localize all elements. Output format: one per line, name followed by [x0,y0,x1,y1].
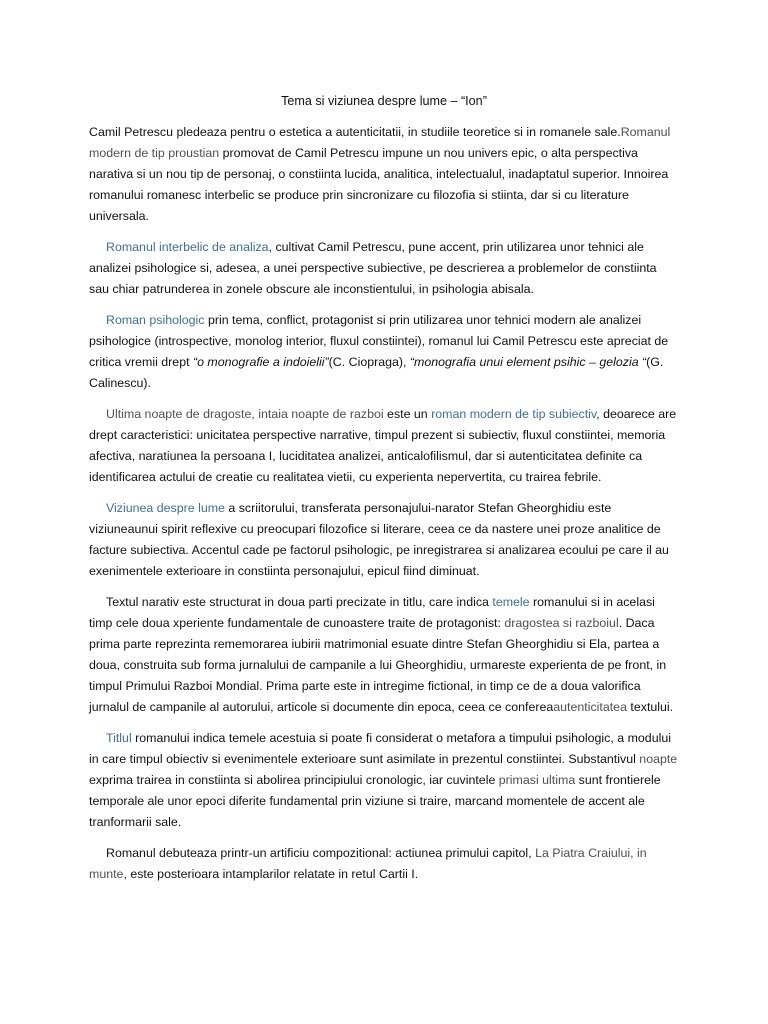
paragraph-text: prin tema, conflict, protagonist si prin utilizarea unor tehnici modern ale analizei psihologice (introspective, monolog interior, fluxul constiintei), romanul lui Camil Petrescu este apreciat de critica vremii drept [89,313,669,369]
paragraph-text: Romanul debuteaza printr-un artificiu compozitional: actiunea primului capitol, [106,846,536,860]
highlighted-term: Romanul modern de tip proustian [89,125,671,160]
paragraph-text: exprima trairea in constiinta si abolirea principiului cronologic, iar cuvintele [89,773,499,787]
highlighted-term: roman modern de tip subiectiv [431,407,597,421]
highlighted-term: La Piatra Craiului, in munte [89,846,647,881]
paragraph-text: , cultivat Camil Petrescu, pune accent, prin utilizarea unor tehnici ale analizei psihologice si, adesea, a unei perspective subiective, pe descrierea a problemelor de constiinta sau chiar patrunderea in zonele obscure ale inconstientului, in psihologia abisala. [89,240,657,296]
highlighted-term: primasi ultima [498,773,576,787]
paragraph-text: Camil Petrescu pledeaza pentru o estetica a autenticitatii, in studiile teoretice si in romanele sale. [89,125,621,139]
paragraph-text: promovat de Camil Petrescu impune un nou univers epic, o alta perspectiva narativa si un nou tip de personaj, o constiinta lucida, analitica, intelectualul, inadaptatul superior. Innoirea romanului romanesc interbelic se produce prin sincronizare cu filozofia si stiinta, dar si cu literature universala. [89,146,669,223]
paragraph [89,728,679,833]
quoted-text: “o monografie a indoielii” [192,355,329,369]
paragraph-text: a scriitorului, transferata personajului-narator Stefan Gheorghidiu este viziuneaunui spirit reflexive cu preocupari filozofice si literare, ceea ce da nastere unei proze analitice de facture subiectiva. Accentul cade pe factorul psihologic, pe inregistrarea si analizarea ecoului pe care il au exenimentele exterioare in constiinta personajului, epicul fiind diminuat. [89,501,669,578]
paragraph-text: (G. Calinescu). [89,355,664,390]
paragraph [89,404,679,488]
document-title: Tema si viziunea despre lume – “Ion” [281,94,487,108]
highlighted-term: noapte [639,752,678,766]
quoted-text: “monografia unui element psihic – gelozia “ [409,355,647,369]
highlighted-term: Titlul [106,731,132,745]
document-body [89,122,679,895]
paragraph-text: Textul narativ este structurat in doua parti precizate in titlu, care indica [106,595,493,609]
paragraph [89,122,679,227]
paragraph-text: textului. [626,700,674,714]
paragraph [89,498,679,582]
paragraph-text: romanului indica temele acestuia si poate fi considerat o metafora a timpului psihologic, a modului in care timpul obiectiv si evenimentele exterioare sunt asimilate in prezentul constiintei. Substantivul [89,731,671,766]
paragraph [89,592,679,718]
paragraph-text: . Daca prima parte reprezinta rememorarea iubirii matrimonial esuate dintre Stefan Gheorghidiu si Ela, partea a doua, construita sub forma jurnalului de campanile a lui Gheorghidiu, urmareste experienta de pe front, in timpul Primului Razboi Mondial. Prima parte este in intregime fictional, in timp ce de a doua valorifica jurnalul de campanile al autorului, articole si documente din epoca, ceea ce conferea [89,616,667,714]
highlighted-term: Viziunea despre lume [106,501,225,515]
paragraph [89,310,679,394]
paragraph-text: sunt frontierele temporale ale unor epoci diferite fundamental prin viziune si traire, marcand momentele de accent ale tranformarii sale. [89,773,661,829]
highlighted-term: Ultima noapte de dragoste, intaia noapte de razboi [106,407,384,421]
paragraph-text: romanului si in acelasi timp cele doua xperiente fundamentale de cunoastere traite de protagonist: [89,595,655,630]
highlighted-term: dragostea si razboiul [504,616,619,630]
highlighted-term: Roman psihologic [106,313,205,327]
highlighted-term: temele [492,595,530,609]
paragraph [89,843,679,885]
paragraph-text: este un [383,407,432,421]
highlighted-term: autenticitatea [553,700,627,714]
paragraph-text: , este posterioara intamplarilor relatate in retul Cartii I. [123,867,419,881]
paragraph-text: , deoarece are drept caracteristici: unicitatea perspective narrative, timpul prezent si subiectiv, fluxul constiintei, memoria afectiva, naratiunea la persoana I, luciditatea analizei, anticalofilismul, dar si autenticitatea definite ca identificarea actului de creatie cu realitatea vietii, cu experienta nepervertita, cu trairea febrile. [89,407,677,484]
paragraph [89,237,679,300]
paragraph-text: (C. Ciopraga), [328,355,410,369]
highlighted-term: Romanul interbelic de analiza [106,240,269,254]
